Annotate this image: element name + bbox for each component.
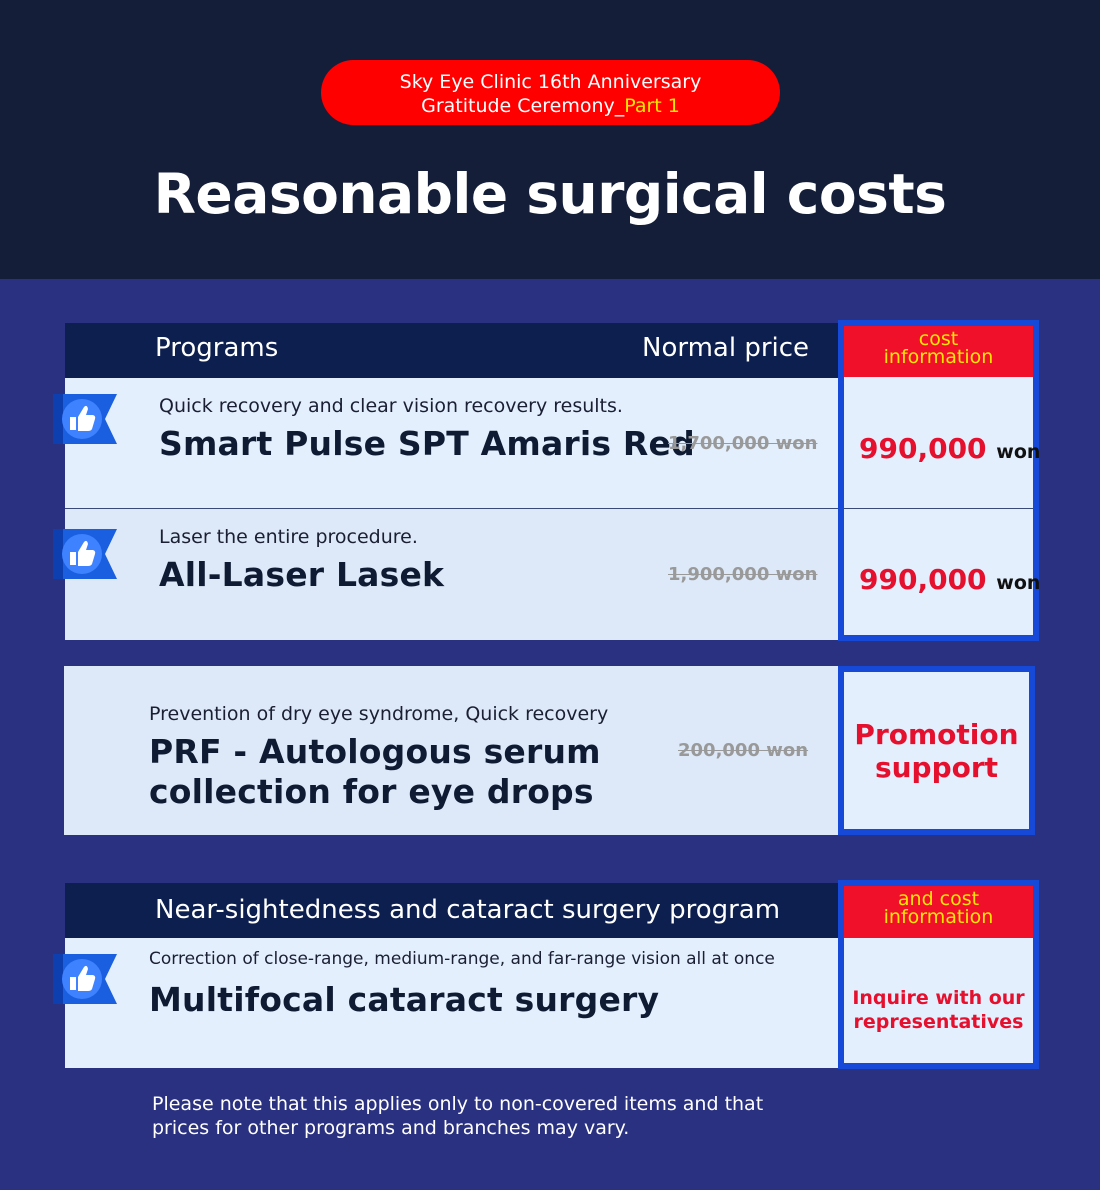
row-program-name-line2: collection for eye drops [149,772,594,811]
cost-header-line-1: and cost [897,888,980,910]
row-program-name: Smart Pulse SPT Amaris Red [159,424,695,463]
inquire-line-2: representatives [853,1011,1024,1033]
prf-row [64,666,838,835]
row-subtitle: Laser the entire procedure. [159,526,418,548]
thumbs-up-icon [53,394,117,444]
cost-info-header [844,886,1033,938]
col-normal-price: Normal price [642,333,810,363]
table-row [65,938,838,1068]
page-title: Reasonable surgical costs [153,162,947,226]
table3-header-title: Near-sightedness and cataract surgery program [155,895,781,925]
row-program-name: Multifocal cataract surgery [149,980,660,1019]
cost-header-line-2: information [883,346,994,368]
row-normal-price: 1,700,000 won [668,433,818,454]
table-row [65,378,838,509]
disclaimer-note [152,1092,832,1140]
pill-line-2-prefix: Gratitude Ceremony_ [421,95,625,117]
header-banner [0,0,1100,279]
row-program-name: All-Laser Lasek [159,555,445,594]
thumbs-up-icon [53,954,117,1004]
row-normal-price: 1,900,000 won [668,564,818,585]
row-program-name-line1: PRF - Autologous serum [149,732,601,771]
cost-info-column [838,880,1039,1069]
promotion-line-1: Promotion [854,718,1019,751]
anniversary-pill [321,60,780,125]
price-unit: won [996,572,1041,594]
cost-info-header [844,326,1033,377]
row-subtitle: Quick recovery and clear vision recovery results. [159,395,623,417]
price-value: 990,000 [859,563,987,596]
row-subtitle: Correction of close-range, medium-range, and far-range vision all at once [149,949,775,969]
price-unit: won [996,441,1041,463]
inquire-label [844,986,1033,1034]
col-programs: Programs [155,333,279,363]
table1-header-bar [65,323,838,378]
pill-part-highlight: Part 1 [624,95,680,117]
cost-header-line-2: information [883,906,994,928]
promotion-label [844,718,1029,784]
table3-header-bar [65,883,838,938]
table-row [65,509,838,640]
discount-price [859,563,1040,596]
cost-header-line-1: cost [918,328,959,350]
note-line-1: Please note that this applies only to non-covered items and that [152,1093,764,1115]
price-value: 990,000 [859,432,987,465]
pill-line-1: Sky Eye Clinic 16th Anniversary [399,71,702,93]
cost-divider [844,508,1033,509]
note-line-2: prices for other programs and branches may vary. [152,1117,630,1139]
row-normal-price: 200,000 won [678,740,809,761]
pill-line-2 [321,94,780,118]
discount-price [859,432,1040,465]
promotion-line-2: support [874,751,999,784]
cost-info-column [838,320,1039,641]
promotion-box [838,666,1035,835]
inquire-line-1: Inquire with our [852,987,1025,1009]
row-subtitle: Prevention of dry eye syndrome, Quick recovery [149,703,609,725]
thumbs-up-icon [53,529,117,579]
